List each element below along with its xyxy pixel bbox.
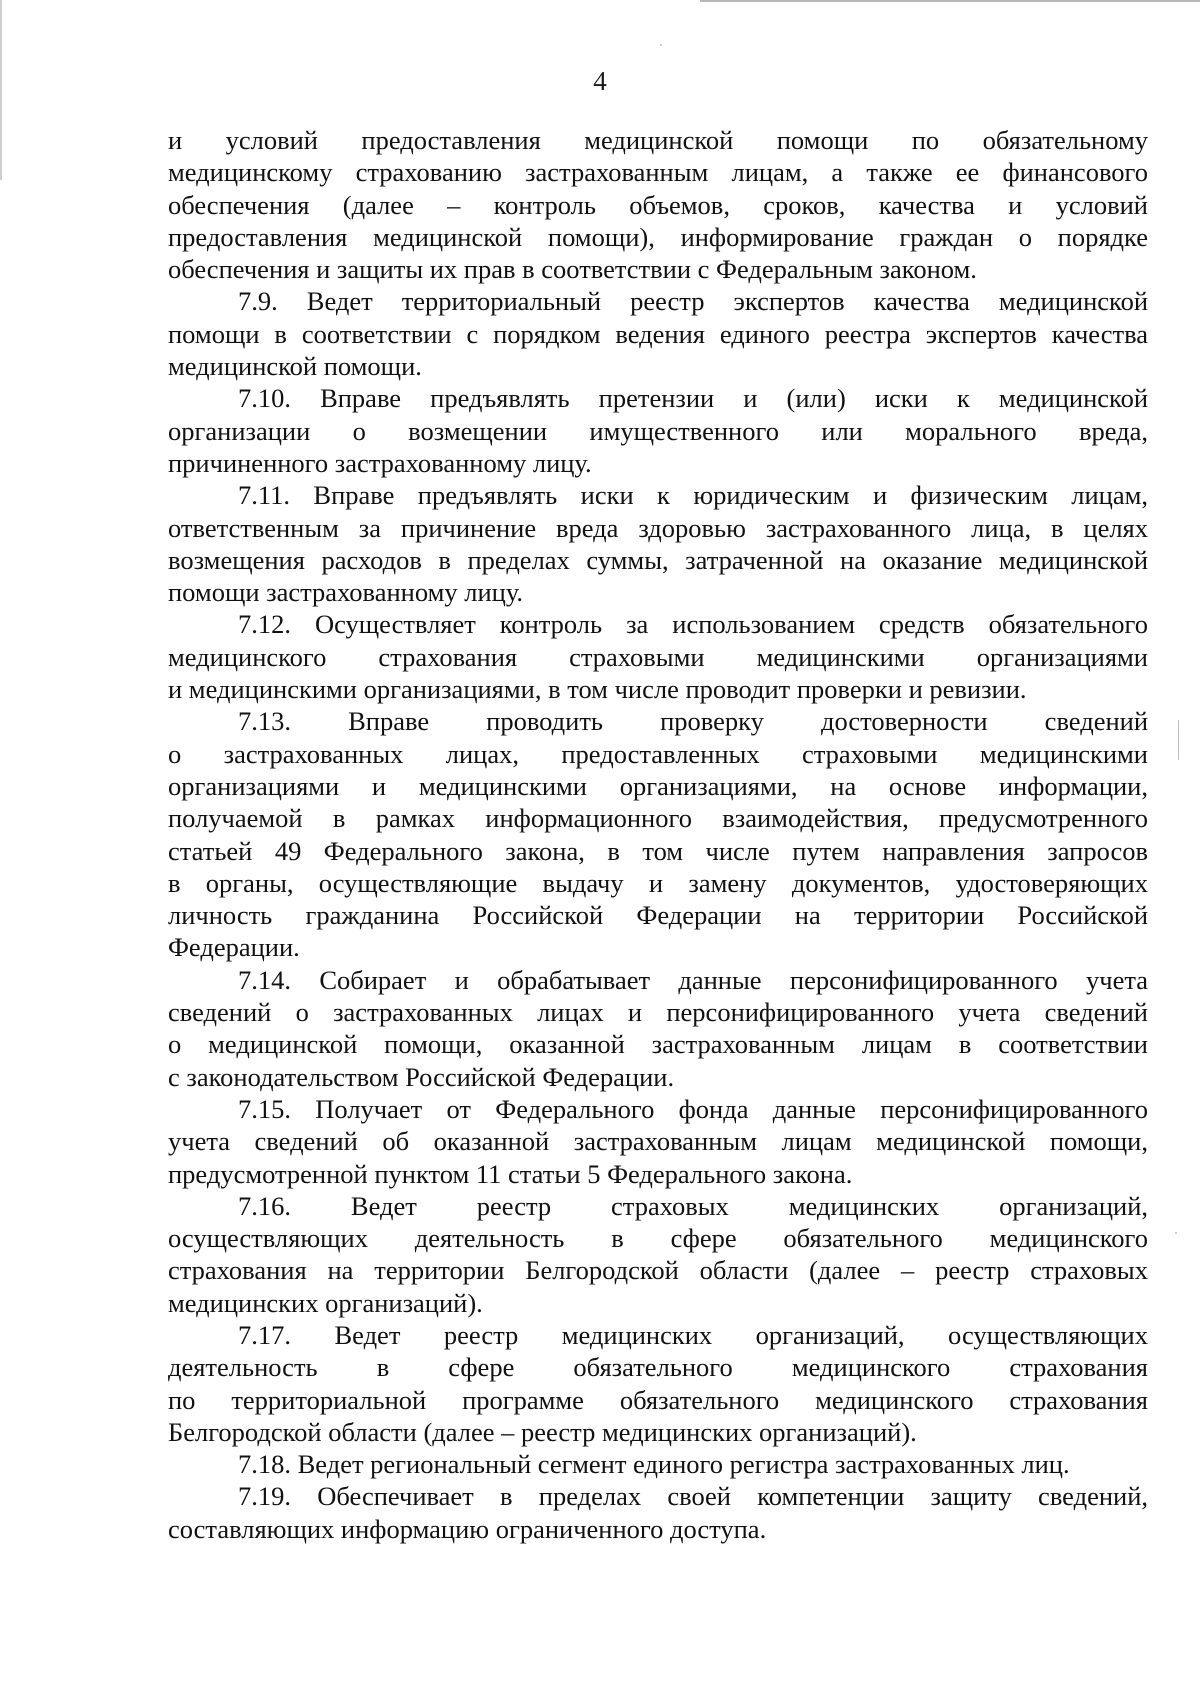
text-line: предоставления медицинской помощи), информирование граждан о порядке	[168, 221, 1148, 252]
text-line: страхования на территории Белгородской области (далее – реестр страховых	[168, 1255, 1148, 1286]
scan-speck	[1175, 1232, 1177, 1234]
text-line: помощи в соответствии с порядком ведения единого реестра экспертов качества	[168, 318, 1148, 349]
text-line: по территориальной программе обязательного медицинского страхования	[168, 1384, 1148, 1415]
page-number: 4	[593, 66, 607, 96]
text-line: о медицинской помощи, оказанной застрахованным лицам в соответствии	[168, 1029, 1148, 1060]
text-line: 7.19. Обеспечивает в пределах своей компетенции защиту сведений,	[238, 1481, 1148, 1512]
text-line: 7.10. Вправе предъявлять претензии и (или) иски к медицинской	[238, 383, 1148, 414]
text-line: с законодательством Российской Федерации.	[168, 1061, 675, 1092]
text-line: Федерации.	[168, 932, 300, 963]
text-line: и медицинскими организациями, в том числе проводит проверки и ревизии.	[168, 674, 1027, 705]
text-line: причиненного застрахованному лицу.	[168, 447, 592, 478]
scan-speck	[1178, 720, 1179, 760]
text-line: Белгородской области (далее – реестр медицинских организаций).	[168, 1416, 917, 1447]
text-line: помощи застрахованному лицу.	[168, 577, 524, 608]
scan-speck	[660, 44, 662, 46]
document-body	[168, 124, 1148, 1545]
text-line: 7.12. Осуществляет контроль за использованием средств обязательного	[238, 609, 1148, 640]
text-line: статьей 49 Федерального закона, в том числе путем направления запросов	[168, 835, 1148, 866]
text-line: 7.18. Ведет региональный сегмент единого регистра застрахованных лиц.	[238, 1449, 1070, 1480]
text-line: ответственным за причинение вреда здоровью застрахованного лица, в целях	[168, 512, 1148, 543]
text-line: 7.13. Вправе проводить проверку достоверности сведений	[238, 706, 1148, 737]
text-line: 7.15. Получает от Федерального фонда данные персонифицированного	[238, 1093, 1148, 1124]
text-line: 7.11. Вправе предъявлять иски к юридическим и физическим лицам,	[238, 480, 1148, 511]
text-line: возмещения расходов в пределах суммы, затраченной на оказание медицинской	[168, 544, 1148, 575]
text-line: 7.16. Ведет реестр страховых медицинских организаций,	[238, 1190, 1148, 1221]
text-line: 7.17. Ведет реестр медицинских организаций, осуществляющих	[238, 1319, 1148, 1350]
text-line: 7.9. Ведет территориальный реестр экспертов качества медицинской	[238, 286, 1148, 317]
text-line: медицинской помощи.	[168, 351, 422, 382]
text-line: обеспечения (далее – контроль объемов, сроков, качества и условий	[168, 189, 1148, 220]
text-line: личность гражданина Российской Федерации на территории Российской	[168, 900, 1148, 931]
text-line: в органы, осуществляющие выдачу и замену документов, удостоверяющих	[168, 867, 1148, 898]
text-line: медицинского страхования страховыми медицинскими организациями	[168, 641, 1148, 672]
text-line: получаемой в рамках информационного взаимодействия, предусмотренного	[168, 803, 1148, 834]
text-line: предусмотренной пунктом 11 статьи 5 Федерального закона.	[168, 1158, 853, 1189]
text-line: 7.14. Собирает и обрабатывает данные персонифицированного учета	[238, 964, 1148, 995]
text-line: и условий предоставления медицинской помощи по обязательному	[168, 125, 1148, 155]
text-line: обеспечения и защиты их прав в соответствии с Федеральным законом.	[168, 254, 977, 285]
text-line: учета сведений об оказанной застрахованным лицам медицинской помощи,	[168, 1126, 1148, 1157]
scan-edge-line	[700, 0, 1200, 2]
text-line: деятельность в сфере обязательного медицинского страхования	[168, 1352, 1148, 1383]
text-line: о застрахованных лицах, предоставленных страховыми медицинскими	[168, 738, 1148, 769]
text-line: медицинскому страхованию застрахованным лицам, а также ее финансового	[168, 157, 1148, 188]
text-line: составляющих информацию ограниченного доступа.	[168, 1513, 767, 1544]
text-line: организациями и медицинскими организациями, на основе информации,	[168, 770, 1148, 801]
text-line: осуществляющих деятельность в сфере обязательного медицинского	[168, 1223, 1148, 1254]
text-line: медицинских организаций).	[168, 1287, 483, 1318]
text-line: организации о возмещении имущественного или морального вреда,	[168, 415, 1148, 446]
text-line: сведений о застрахованных лицах и персонифицированного учета сведений	[168, 997, 1148, 1028]
